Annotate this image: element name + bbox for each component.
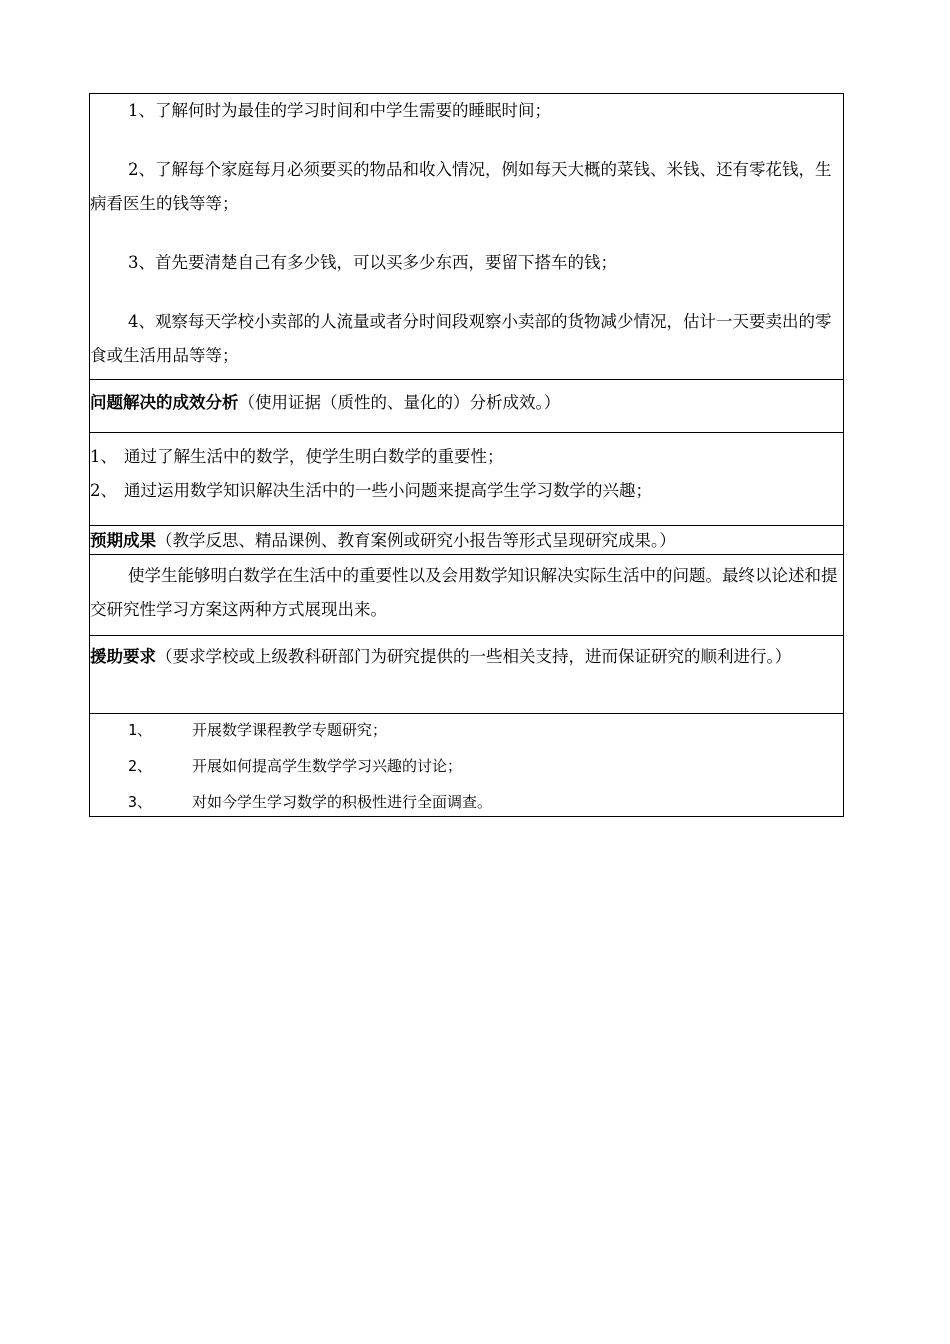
analysis-content-row <box>90 440 843 526</box>
step-3: 3、首先要清楚自己有多少钱，可以买多少东西，要留下搭车的钱； <box>128 253 617 272</box>
analysis-note: （使用证据（质性的、量化的）分析成效。） <box>238 393 561 412</box>
outcome-heading-row <box>90 524 843 555</box>
support-item-number: 3、 <box>128 793 153 811</box>
support-content-row <box>90 712 843 816</box>
analysis-item <box>90 474 843 508</box>
support-heading-line <box>90 640 843 674</box>
outcome-heading: 预期成果 <box>90 531 156 550</box>
support-item-text: 对如今学生学习数学的积极性进行全面调查。 <box>192 793 493 811</box>
outcome-content-row <box>90 559 843 636</box>
step-1: 1、了解何时为最佳的学习时间和中学生需要的睡眠时间； <box>128 101 551 120</box>
support-heading-row <box>90 640 843 714</box>
analysis-heading: 问题解决的成效分析 <box>90 393 239 412</box>
outcome-heading-line <box>90 524 843 558</box>
analysis-item <box>90 440 843 474</box>
support-item <box>90 712 843 748</box>
analysis-item-text: 通过运用数学知识解决生活中的一些小问题来提高学生学习数学的兴趣； <box>124 481 652 500</box>
analysis-item-number: 2、 <box>90 481 117 500</box>
outcome-note: （教学反思、精品课例、教育案例或研究小报告等形式呈现研究成果。） <box>156 531 676 550</box>
analysis-heading-row <box>90 386 843 433</box>
analysis-heading-line <box>90 386 843 420</box>
analysis-item-text: 通过了解生活中的数学，使学生明白数学的重要性； <box>124 447 504 466</box>
support-heading: 援助要求 <box>90 647 156 666</box>
document-table <box>89 93 844 817</box>
outcome-text: 使学生能够明白数学在生活中的重要性以及会用数学知识解决实际生活中的问题。最终以论述和提交研究性学习方案这两种方式展现出来。 <box>90 566 838 619</box>
support-item <box>90 784 843 820</box>
support-item-number: 1、 <box>128 721 153 739</box>
analysis-item-number: 1、 <box>90 447 117 466</box>
support-item-text: 开展数学课程教学专题研究； <box>192 721 388 739</box>
step-4: 4、观察每天学校小卖部的人流量或者分时间段观察小卖部的货物减少情况，估计一天要卖出的零食或生活用品等等； <box>90 312 832 365</box>
support-item-text: 开展如何提高学生数学学习兴趣的讨论； <box>192 757 463 775</box>
support-note: （要求学校或上级教科研部门为研究提供的一些相关支持，进而保证研究的顺利进行。） <box>156 647 792 666</box>
step-2: 2、了解每个家庭每月必须要买的物品和收入情况，例如每天大概的菜钱、米钱、还有零花钱，生病看医生的钱等等； <box>90 160 832 213</box>
support-item-number: 2、 <box>128 757 153 775</box>
support-item <box>90 748 843 784</box>
steps-cell <box>90 94 843 380</box>
